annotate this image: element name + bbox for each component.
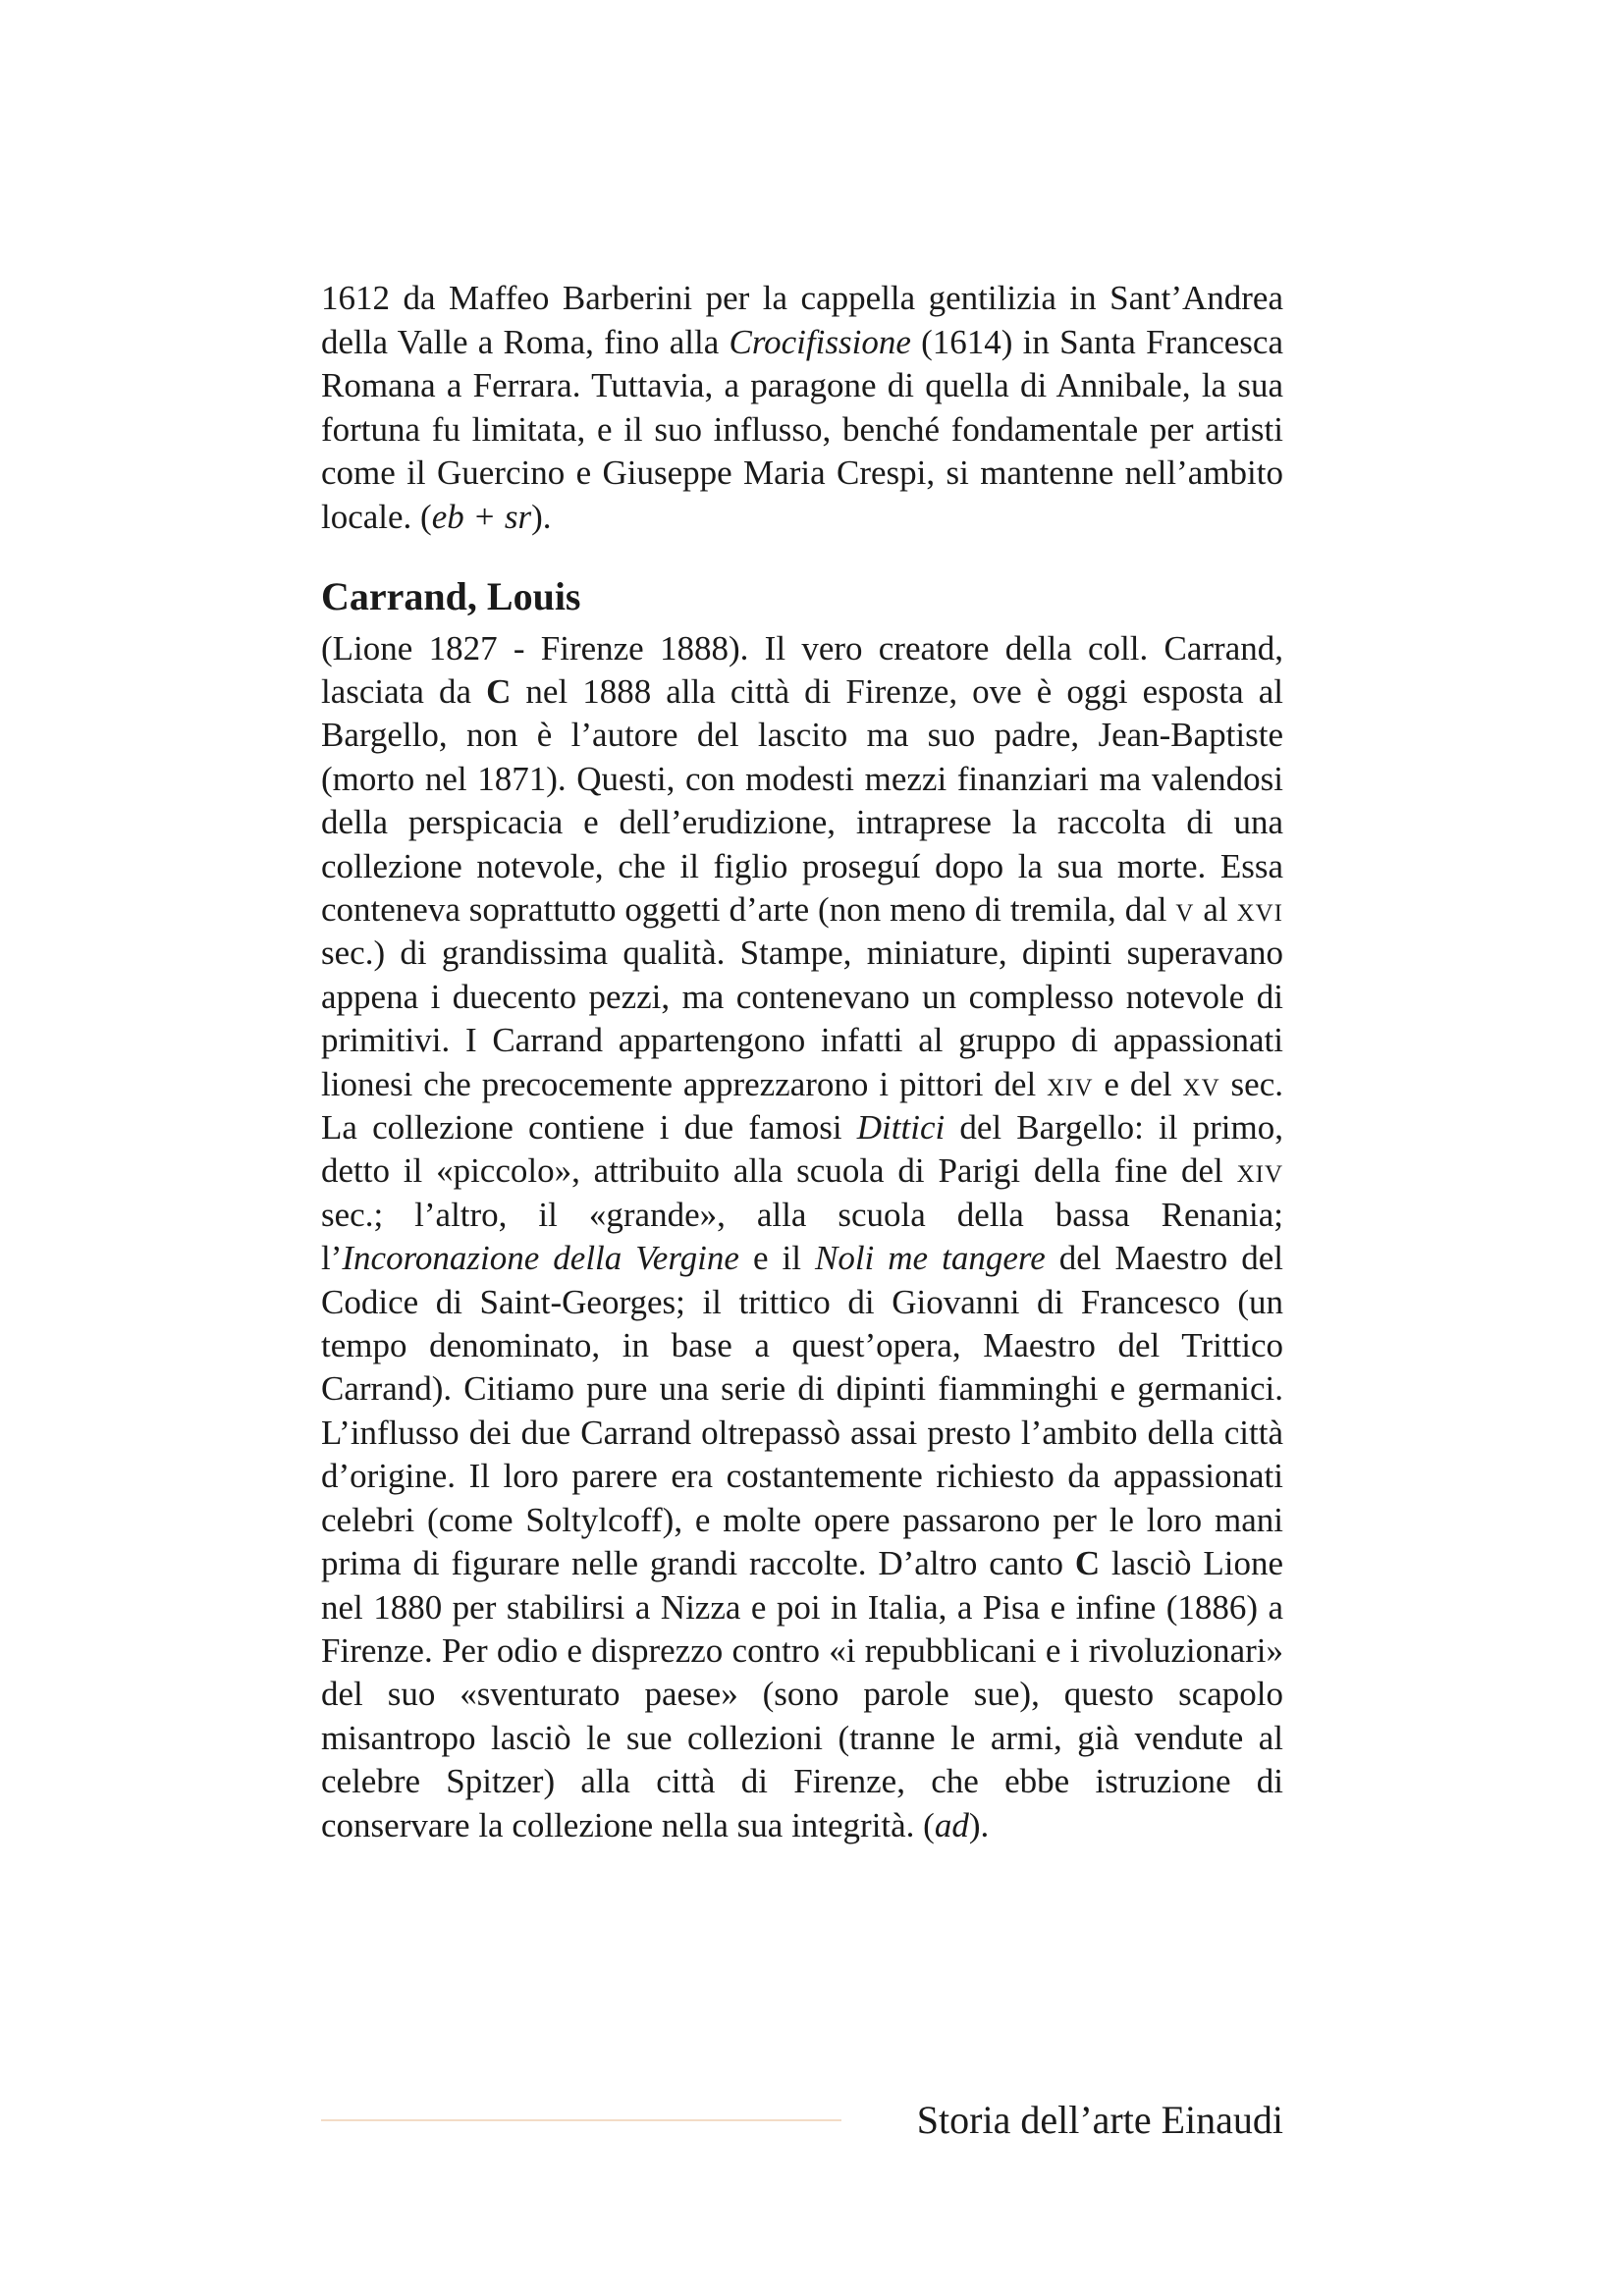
text-run: ).	[531, 497, 552, 536]
artwork-title: Incoronazione della Vergine	[342, 1239, 739, 1278]
text-run: e del	[1093, 1064, 1183, 1103]
author-initials: ad	[934, 1805, 969, 1844]
entry-abbrev: C	[486, 671, 512, 711]
page-footer	[321, 2091, 1283, 2150]
entry-paragraph	[321, 627, 1283, 1847]
century-numeral: xvi	[1236, 890, 1283, 929]
continuation-paragraph	[321, 277, 1283, 540]
century-numeral: xiv	[1236, 1151, 1283, 1191]
artwork-title: Crocifissione	[729, 322, 911, 361]
text-run: lasciò Lione nel 1880 per stabilirsi a Nizza e poi in Italia, a Pisa e infine (1886) a Firenze. Per odio e disprezzo contro «i repubblicani e i rivoluzionari» del suo «sventurato paese» (sono parole sue), questo scapolo misantropo lasciò le sue collezioni (tranne le armi, già vendute al celebre Spitzer) alla città di Firenze, che ebbe istruzione di conservare la collezione nella sua integrità. (	[321, 1544, 1283, 1844]
century-numeral: xv	[1182, 1064, 1220, 1103]
text-run: ).	[968, 1805, 990, 1844]
artwork-title: Dittici	[856, 1108, 946, 1148]
text-run: sec.) di grandissima qualità. Stampe, miniature, dipinti superavano appena i duecento pezzi, ma contenevano un complesso notevole di primitivi. I Carrand appartengono infatti al gruppo di appassionati lionesi che precocemente apprezzarono i pittori del	[321, 934, 1283, 1103]
footer-publisher: Storia dell’arte Einaudi	[916, 2098, 1283, 2142]
text-run: e il	[738, 1239, 815, 1278]
author-initials: eb + sr	[431, 497, 532, 536]
text-run: al	[1194, 890, 1237, 929]
text-run: sec. La collezione contiene i due famosi	[321, 1064, 1283, 1148]
text-run: (Lione 1827 - Firenze 1888). Il vero creatore della coll. Carrand, lasciata da	[321, 628, 1283, 711]
text-run: del Maestro del Codice di Saint-Georges; il trittico di Giovanni di Francesco (un tempo denominato, in base a quest’opera, Maestro del Trittico Carrand). Citiamo pure una serie di dipinti fiamminghi e germanici. L’influsso dei due Carrand oltrepassò assai presto l’ambito della città d’origine. Il loro parere era costantemente richiesto da appassionati celebri (come Soltylcoff), e molte opere passarono per le loro mani prima di figurare nelle grandi raccolte. D’altro canto	[321, 1239, 1283, 1583]
entry-title: Carrand, Louis	[321, 573, 581, 618]
footer-rule	[321, 2119, 841, 2121]
text-run: nel 1888 alla città di Firenze, ove è oggi esposta al Bargello, non è l’autore del lascito ma suo padre, Jean-Baptiste (morto nel 1871). Questi, con modesti mezzi finanziari ma valendosi della perspicacia e dell’erudizione, intraprese la raccolta di una collezione notevole, che il figlio proseguí dopo la sua morte. Essa conteneva soprattutto oggetti d’arte (non meno di tremila, dal	[321, 671, 1283, 929]
text-run: (1614) in Santa Francesca Romana a Ferrara. Tuttavia, a paragone di quella di Annibale, la sua fortuna fu limitata, e il suo influsso, benché fondamentale per artisti come il Guercino e Giuseppe Maria Crespi, si mantenne nell’ambito locale. (	[321, 322, 1283, 536]
page-body	[321, 277, 1283, 1847]
text-run: del Bargello: il primo, detto il «piccolo», attribuito alla scuola di Parigi della fine del	[321, 1108, 1284, 1191]
text-run: sec.; l’altro, il «grande», alla scuola della bassa Renania; l’	[321, 1195, 1283, 1278]
century-numeral: xiv	[1047, 1064, 1094, 1103]
text-run: 1612 da Maffeo Barberini per la cappella gentilizia in Sant’Andrea della Valle a Roma, fino alla	[321, 279, 1283, 361]
artwork-title: Noli me tangere	[814, 1239, 1046, 1278]
century-numeral: v	[1175, 890, 1195, 929]
entry-abbrev: C	[1074, 1544, 1101, 1583]
